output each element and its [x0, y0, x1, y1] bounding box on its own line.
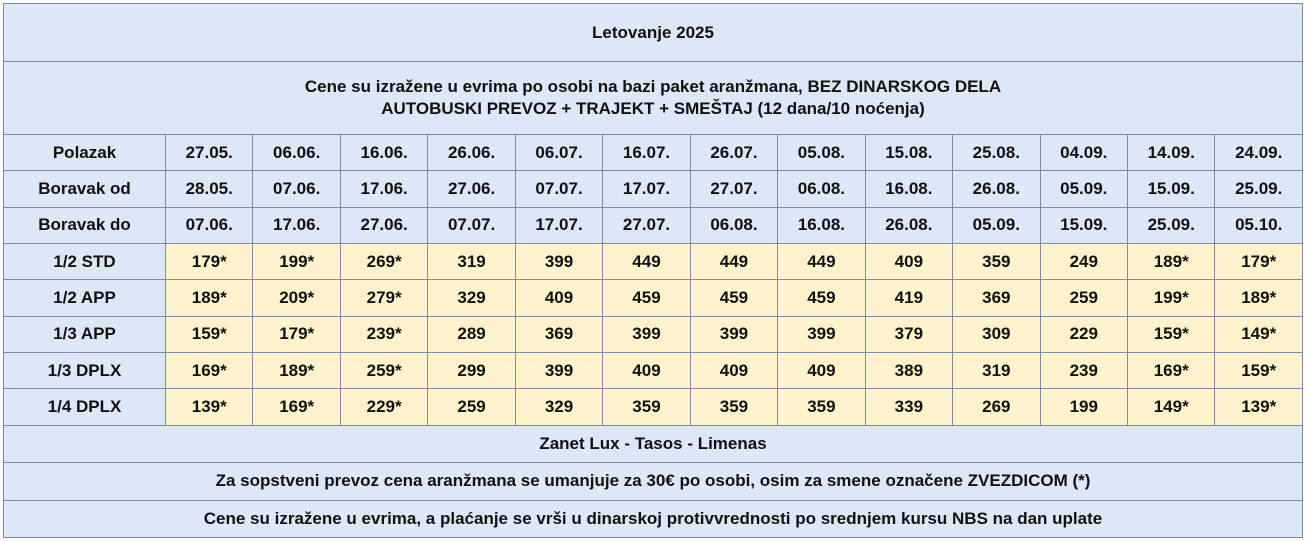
price-cell: 359: [778, 389, 865, 425]
price-cell: 159*: [166, 316, 253, 352]
price-cell: 319: [953, 353, 1040, 389]
date-cell: 28.05.: [166, 171, 253, 207]
date-cell: 17.06.: [340, 171, 427, 207]
price-table-body: [4, 4, 1303, 538]
price-cell: 139*: [1215, 389, 1303, 425]
price-cell: 149*: [1127, 389, 1214, 425]
price-cell: 369: [515, 316, 602, 352]
price-cell: 259: [428, 389, 515, 425]
date-cell: 07.06.: [166, 207, 253, 243]
row-label: 1/3 DPLX: [4, 353, 166, 389]
table-row: [4, 243, 1303, 279]
date-cell: 06.08.: [690, 207, 777, 243]
price-cell: 259: [1040, 280, 1127, 316]
date-cell: 27.05.: [166, 134, 253, 170]
price-cell: 179*: [1215, 243, 1303, 279]
price-cell: 399: [690, 316, 777, 352]
price-table: [3, 3, 1303, 538]
date-cell: 05.08.: [778, 134, 865, 170]
price-cell: 359: [953, 243, 1040, 279]
date-cell: 16.08.: [865, 171, 952, 207]
price-cell: 309: [953, 316, 1040, 352]
price-cell: 389: [865, 353, 952, 389]
date-cell: 26.06.: [428, 134, 515, 170]
row-label: 1/4 DPLX: [4, 389, 166, 425]
price-cell: 169*: [253, 389, 340, 425]
price-cell: 249: [1040, 243, 1127, 279]
date-cell: 27.06.: [428, 171, 515, 207]
price-cell: 379: [865, 316, 952, 352]
price-cell: 189*: [1127, 243, 1214, 279]
price-cell: 449: [778, 243, 865, 279]
price-cell: 199: [1040, 389, 1127, 425]
date-cell: 15.08.: [865, 134, 952, 170]
date-cell: 05.09.: [953, 207, 1040, 243]
date-cell: 16.08.: [778, 207, 865, 243]
payment-note: Cene su izražene u evrima, a plaćanje se vrši u dinarskoj protivvrednosti po srednjem kursu NBS na dan uplate: [4, 500, 1303, 537]
price-cell: 159*: [1127, 316, 1214, 352]
price-cell: 259*: [340, 353, 427, 389]
row-label: 1/2 STD: [4, 243, 166, 279]
own-transport-note: Za sopstveni prevoz cena aranžmana se umanjuje za 30€ po osobi, osim za smene označene ZVEZDICOM (*): [4, 463, 1303, 500]
date-cell: 27.07.: [690, 171, 777, 207]
price-cell: 399: [778, 316, 865, 352]
date-cell: 16.07.: [603, 134, 690, 170]
price-cell: 189*: [166, 280, 253, 316]
price-cell: 449: [690, 243, 777, 279]
price-cell: 199*: [253, 243, 340, 279]
price-cell: 409: [690, 353, 777, 389]
date-cell: 07.07.: [515, 171, 602, 207]
price-cell: 229: [1040, 316, 1127, 352]
date-cell: 25.09.: [1215, 171, 1303, 207]
price-cell: 459: [603, 280, 690, 316]
date-cell: 16.06.: [340, 134, 427, 170]
date-cell: 06.07.: [515, 134, 602, 170]
price-cell: 189*: [1215, 280, 1303, 316]
price-cell: 139*: [166, 389, 253, 425]
date-cell: 25.08.: [953, 134, 1040, 170]
row-label: Boravak od: [4, 171, 166, 207]
price-cell: 459: [690, 280, 777, 316]
date-cell: 17.06.: [253, 207, 340, 243]
date-cell: 17.07.: [603, 171, 690, 207]
price-cell: 409: [778, 353, 865, 389]
price-cell: 419: [865, 280, 952, 316]
price-cell: 359: [690, 389, 777, 425]
date-cell: 06.06.: [253, 134, 340, 170]
price-cell: 159*: [1215, 353, 1303, 389]
table-row: [4, 389, 1303, 425]
price-cell: 449: [603, 243, 690, 279]
date-cell: 24.09.: [1215, 134, 1303, 170]
price-cell: 269*: [340, 243, 427, 279]
price-info: [4, 62, 1303, 135]
price-cell: 169*: [1127, 353, 1214, 389]
date-cell: 06.08.: [778, 171, 865, 207]
table-row: [4, 207, 1303, 243]
price-cell: 229*: [340, 389, 427, 425]
price-cell: 399: [515, 353, 602, 389]
price-cell: 399: [515, 243, 602, 279]
date-cell: 04.09.: [1040, 134, 1127, 170]
table-row: [4, 353, 1303, 389]
price-cell: 329: [515, 389, 602, 425]
price-cell: 359: [603, 389, 690, 425]
price-cell: 339: [865, 389, 952, 425]
price-cell: 409: [865, 243, 952, 279]
table-row: [4, 134, 1303, 170]
date-cell: 26.08.: [953, 171, 1040, 207]
price-cell: 329: [428, 280, 515, 316]
price-cell: 299: [428, 353, 515, 389]
date-cell: 27.07.: [603, 207, 690, 243]
row-label: Polazak: [4, 134, 166, 170]
price-cell: 279*: [340, 280, 427, 316]
date-cell: 26.08.: [865, 207, 952, 243]
table-title: Letovanje 2025: [4, 4, 1303, 62]
price-cell: 179*: [253, 316, 340, 352]
date-cell: 17.07.: [515, 207, 602, 243]
row-label: 1/2 APP: [4, 280, 166, 316]
date-cell: 05.09.: [1040, 171, 1127, 207]
price-cell: 289: [428, 316, 515, 352]
date-cell: 25.09.: [1127, 207, 1214, 243]
price-cell: 269: [953, 389, 1040, 425]
date-cell: 14.09.: [1127, 134, 1214, 170]
price-cell: 209*: [253, 280, 340, 316]
date-cell: 05.10.: [1215, 207, 1303, 243]
price-info-line-2: AUTOBUSKI PREVOZ + TRAJEKT + SMEŠTAJ (12 dana/10 noćenja): [381, 99, 925, 119]
price-cell: 149*: [1215, 316, 1303, 352]
row-label: Boravak do: [4, 207, 166, 243]
row-label: 1/3 APP: [4, 316, 166, 352]
hotel-name: Zanet Lux - Tasos - Limenas: [4, 425, 1303, 462]
price-cell: 239: [1040, 353, 1127, 389]
price-cell: 459: [778, 280, 865, 316]
date-cell: 27.06.: [340, 207, 427, 243]
price-info-line-1: Cene su izražene u evrima po osobi na bazi paket aranžmana, BEZ DINARSKOG DELA: [304, 77, 1002, 97]
date-cell: 15.09.: [1127, 171, 1214, 207]
table-row: [4, 280, 1303, 316]
price-cell: 369: [953, 280, 1040, 316]
price-cell: 169*: [166, 353, 253, 389]
price-cell: 399: [603, 316, 690, 352]
table-row: [4, 171, 1303, 207]
price-cell: 189*: [253, 353, 340, 389]
price-cell: 179*: [166, 243, 253, 279]
price-cell: 239*: [340, 316, 427, 352]
date-cell: 15.09.: [1040, 207, 1127, 243]
table-row: [4, 316, 1303, 352]
price-cell: 409: [603, 353, 690, 389]
price-cell: 409: [515, 280, 602, 316]
date-cell: 07.07.: [428, 207, 515, 243]
price-cell: 319: [428, 243, 515, 279]
date-cell: 07.06.: [253, 171, 340, 207]
date-cell: 26.07.: [690, 134, 777, 170]
price-cell: 199*: [1127, 280, 1214, 316]
